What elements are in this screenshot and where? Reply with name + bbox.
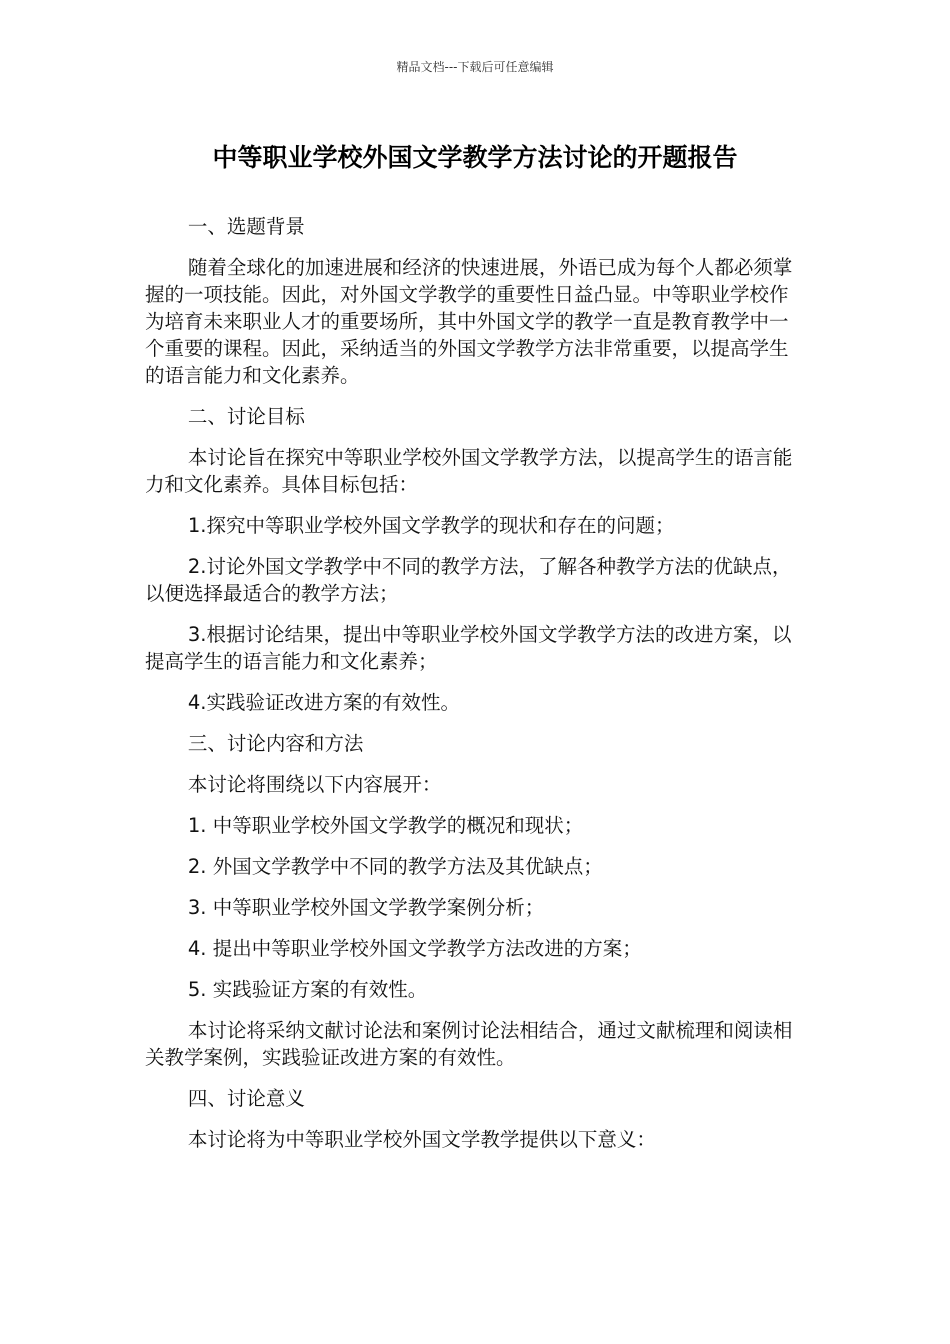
document-body <box>145 213 805 1167</box>
section-heading-background: 一、选题背景 <box>187 215 305 238</box>
list-item-content-4: 4. 提出中等职业学校外国文学教学方法改进的方案； <box>187 937 642 960</box>
list-item-content-1: 1. 中等职业学校外国文学教学的概况和现状； <box>187 814 584 837</box>
document-title: 中等职业学校外国文学教学方法讨论的开题报告 <box>212 143 738 172</box>
section-heading-significance: 四、讨论意义 <box>187 1087 305 1110</box>
list-item-content-3: 3. 中等职业学校外国文学教学案例分析； <box>187 896 545 919</box>
list-item-goal-4: 4.实践验证改进方案的有效性。 <box>187 691 460 714</box>
paragraph-content-intro: 本讨论将围绕以下内容展开： <box>187 773 442 796</box>
list-item-content-2: 2. 外国文学教学中不同的教学方法及其优缺点； <box>187 855 603 878</box>
list-item-goal-2: 2.讨论外国文学教学中不同的教学方法，了解各种教学方法的优缺点，以便选择最适合的教学方法； <box>145 555 792 605</box>
paragraph-significance-intro: 本讨论将为中等职业学校外国文学教学提供以下意义： <box>187 1128 656 1151</box>
paragraph-background: 随着全球化的加速进展和经济的快速进展，外语已成为每个人都必须掌握的一项技能。因此，对外国文学教学的重要性日益凸显。中等职业学校作为培育未来职业人才的重要场所，其中外国文学的教学一直是教育教学中一个重要的课程。因此，采纳适当的外国文学教学方法非常重要，以提高学生的语言能力和文化素养。 <box>145 256 793 387</box>
paragraph-methods: 本讨论将采纳文献讨论法和案例讨论法相结合，通过文献梳理和阅读相关教学案例，实践验证改进方案的有效性。 <box>145 1019 793 1069</box>
page-header-note: 精品文档---下载后可任意编辑 <box>396 60 554 74</box>
paragraph-goals-intro: 本讨论旨在探究中等职业学校外国文学教学方法，以提高学生的语言能力和文化素养。具体目标包括： <box>145 446 793 496</box>
list-item-content-5: 5. 实践验证方案的有效性。 <box>187 978 428 1001</box>
list-item-goal-3: 3.根据讨论结果，提出中等职业学校外国文学教学方法的改进方案，以提高学生的语言能力和文化素养； <box>145 623 792 673</box>
section-heading-goals: 二、讨论目标 <box>187 405 305 428</box>
section-heading-content-methods: 三、讨论内容和方法 <box>187 732 364 755</box>
list-item-goal-1: 1.探究中等职业学校外国文学教学的现状和存在的问题； <box>187 514 675 537</box>
